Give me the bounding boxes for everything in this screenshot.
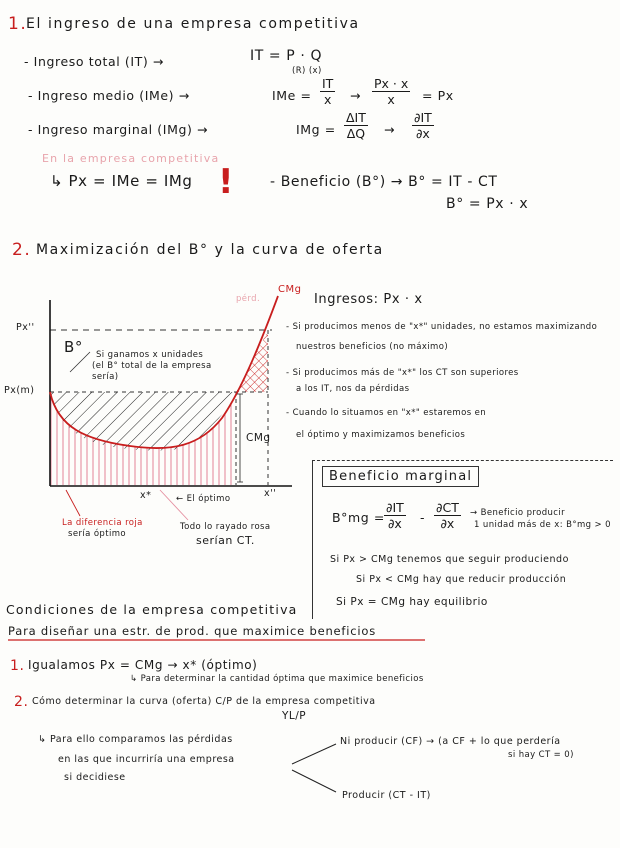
note1-line2: nuestros beneficios (no máximo) bbox=[296, 342, 449, 352]
branch-option1: Ni producir (CF) → (a CF + lo que perdería bbox=[340, 736, 561, 747]
section2-number: 2. bbox=[12, 240, 32, 260]
bmg-frac1: $\frac{\partial IT}{\partial x}$ bbox=[386, 500, 404, 531]
price-equality: ↳ Px = IMe = IMg bbox=[50, 172, 193, 190]
beneficio-line2: B° = Px · x bbox=[446, 196, 529, 212]
graph-note1-line2: sería óptimo bbox=[68, 529, 126, 539]
item1-number: 1. bbox=[10, 658, 25, 674]
section3-title: Condiciones de la empresa competitiva bbox=[6, 602, 298, 617]
bmg-lhs: B°mg = bbox=[332, 510, 385, 525]
ingreso-medio-lhs: IMe = bbox=[272, 88, 312, 103]
item2-text: Cómo determinar la curva (oferta) C/P de la empresa competitiva bbox=[32, 696, 376, 707]
ingreso-total-sub: (R) (x) bbox=[292, 66, 322, 76]
ingreso-medio-frac2: $\frac{Px \cdot x}{x}$ bbox=[374, 76, 409, 107]
ingreso-total-label: - Ingreso total (IT) → bbox=[24, 54, 164, 69]
item1-text: Igualamos Px = CMg → x* (óptimo) bbox=[28, 658, 258, 672]
ingreso-marginal-frac1: ΔIT ΔQ bbox=[346, 110, 366, 141]
bmg-cond1: Si Px > CMg tenemos que seguir produciendo bbox=[330, 554, 569, 565]
section2-title: Maximización del B° y la curva de oferta bbox=[36, 242, 384, 258]
graph-annotation-2: (el B° total de la empresa bbox=[92, 361, 212, 371]
exclamation-mark: ! bbox=[218, 162, 235, 202]
branch-line1: ↳ Para ello comparamos las pérdidas bbox=[38, 734, 233, 745]
bmg-cond2: Si Px < CMg hay que reducir producción bbox=[356, 574, 567, 585]
beneficio-line1: - Beneficio (B°) → B° = IT - CT bbox=[270, 174, 498, 190]
section1-number: 1. bbox=[8, 14, 28, 34]
graph-cmg-bracket-label: CMg bbox=[246, 432, 271, 444]
note2-line1: - Si producimos más de "x*" los CT son superiores bbox=[286, 368, 519, 378]
ingreso-medio-tail: = Px bbox=[422, 88, 454, 103]
note2-line2: a los IT, nos da pérdidas bbox=[296, 384, 410, 394]
section3-subtitle: Para diseñar una estr. de prod. que maximice beneficios bbox=[8, 624, 377, 638]
branch-line3: si decidiese bbox=[64, 772, 126, 783]
item1-note: ↳ Para determinar la cantidad óptima que maximice beneficios bbox=[130, 674, 424, 684]
graph-px2-label: Px'' bbox=[16, 322, 35, 333]
ingreso-total-formula: IT = P · Q bbox=[250, 48, 323, 64]
ingreso-medio-frac1: $\frac{IT}{x}$ bbox=[322, 76, 334, 107]
bmg-right-line2: 1 unidad más de x: B°mg > 0 bbox=[474, 520, 611, 530]
graph-xpp-label: x'' bbox=[264, 488, 277, 499]
branch-option2: Producir (CT - IT) bbox=[342, 790, 431, 801]
bmg-frac2: $\frac{\partial CT}{\partial x}$ bbox=[436, 500, 459, 531]
graph-note1-line1: La diferencia roja bbox=[62, 518, 143, 528]
ingreso-marginal-label: - Ingreso marginal (IMg) → bbox=[28, 122, 209, 137]
graph-cmg-label: CMg bbox=[278, 284, 302, 295]
note1-line1: - Si producimos menos de "x*" unidades, no estamos maximizando bbox=[286, 322, 598, 332]
graph-note2-line1: Todo lo rayado rosa bbox=[180, 522, 271, 532]
arrow: → bbox=[350, 88, 362, 103]
item2-number: 2. bbox=[14, 694, 29, 710]
graph-optimo-label: ← El óptimo bbox=[176, 494, 231, 504]
graph-benefit-symbol: B° bbox=[64, 338, 83, 356]
item2-yl: YL/P bbox=[282, 710, 307, 722]
note3-line2: el óptimo y maximizamos beneficios bbox=[296, 430, 466, 440]
graph-annotation-3: sería) bbox=[92, 372, 119, 382]
beneficio-marginal-title: Beneficio marginal bbox=[322, 466, 479, 487]
ingreso-marginal-lhs: IMg = bbox=[296, 122, 336, 137]
bmg-cond3: Si Px = CMg hay equilibrio bbox=[336, 596, 488, 608]
ingreso-marginal-frac2: $\frac{\partial IT}{\partial x}$ bbox=[414, 110, 432, 141]
bmg-right-line1: → Beneficio producir bbox=[470, 508, 566, 518]
faded-note: En la empresa competitiva bbox=[42, 152, 220, 165]
ingreso-medio-label: - Ingreso medio (IMe) → bbox=[28, 88, 190, 103]
graph-pxm-label: Px(m) bbox=[4, 385, 35, 396]
graph-note2-line2: serían CT. bbox=[196, 534, 255, 547]
branch-option1b: si hay CT = 0) bbox=[508, 750, 574, 760]
note3-line1: - Cuando lo situamos en "x*" estaremos en bbox=[286, 408, 487, 418]
graph-xstar-label: x* bbox=[140, 490, 152, 501]
arrow: → bbox=[384, 122, 396, 137]
branch-line2: en las que incurriría una empresa bbox=[58, 754, 235, 765]
section1-title: El ingreso de una empresa competitiva bbox=[26, 16, 360, 32]
graph-losses-label: pérd. bbox=[236, 294, 261, 304]
graph-annotation-1: Si ganamos x unidades bbox=[96, 350, 204, 360]
bmg-minus: - bbox=[420, 510, 426, 525]
ingresos-label: Ingresos: Px · x bbox=[314, 292, 423, 307]
